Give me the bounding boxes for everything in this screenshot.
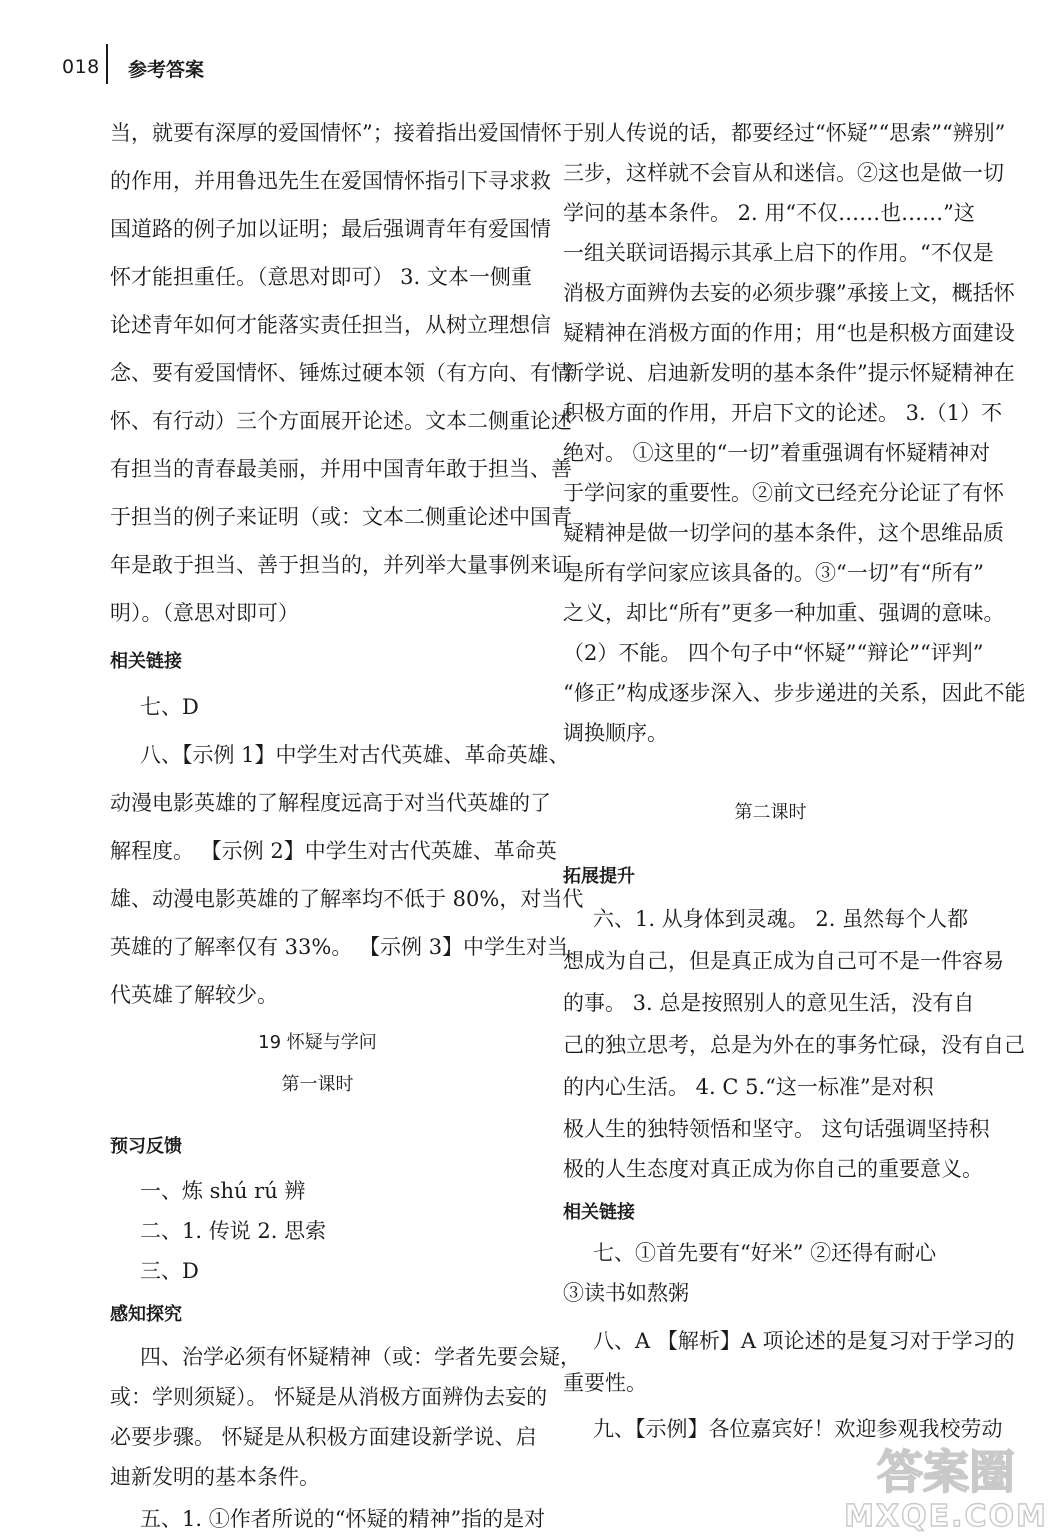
- text-line: 念、要有爱国情怀、锤炼过硬本领（有方向、有情: [110, 361, 572, 385]
- text-line: 迪新发明的基本条件。: [110, 1465, 320, 1489]
- watermark-logo-text: 答案圈: [877, 1445, 1015, 1499]
- text-line: 疑精神是做一切学问的基本条件，这个思维品质: [563, 521, 1004, 545]
- text-line: 之义，却比“所有”更多一种加重、强调的意味。: [563, 601, 1005, 625]
- text-line: 极的人生态度对真正成为你自己的重要意义。: [563, 1157, 983, 1181]
- text-line: 七、D: [140, 695, 199, 719]
- text-line: 消极方面辨伪去妄的必须步骤”承接上文，概括怀: [563, 281, 1015, 305]
- text-line: 明）。（意思对即可）: [110, 601, 299, 625]
- text-line: 二、1. 传说 2. 思索: [140, 1219, 327, 1243]
- section-heading: 拓展提升: [563, 866, 635, 887]
- section-heading: 相关链接: [563, 1202, 635, 1223]
- text-line: 于别人传说的话，都要经过“怀疑”“思索”“辨别”: [563, 121, 1006, 145]
- text-line: 怀、有行动）三个方面展开论述。文本二侧重论述: [110, 409, 572, 433]
- text-line: 必要步骤。 怀疑是从积极方面建设新学说、启: [110, 1425, 537, 1449]
- period-title: 第二课时: [734, 802, 807, 823]
- header-divider: [106, 44, 108, 84]
- section-heading: 预习反馈: [110, 1136, 182, 1157]
- text-line: 国道路的例子加以证明；最后强调青年有爱国情: [110, 217, 551, 241]
- text-line: 有担当的青春最美丽，并用中国青年敢于担当、善: [110, 457, 572, 481]
- section-heading: 相关链接: [110, 651, 182, 672]
- text-line: 新学说、启迪新发明的基本条件”提示怀疑精神在: [563, 361, 1015, 385]
- text-line: 调换顺序。: [563, 721, 668, 745]
- text-line: 六、1. 从身体到灵魂。 2. 虽然每个人都: [593, 907, 969, 931]
- watermark-logo: [828, 1440, 1058, 1532]
- text-line: 一、炼 shú rú 辨: [140, 1179, 306, 1203]
- text-line: 疑精神在消极方面的作用；用“也是积极方面建设: [563, 321, 1015, 345]
- text-line: 怀才能担重任。（意思对即可） 3. 文本一侧重: [110, 265, 532, 289]
- text-line: 三步，这样就不会盲从和迷信。②这也是做一切: [563, 161, 1004, 185]
- text-line: 绝对。 ①这里的“一切”着重强调有怀疑精神对: [563, 441, 991, 465]
- page-number: 018: [62, 56, 100, 78]
- text-line: 重要性。: [563, 1371, 647, 1395]
- text-line: 英雄的了解率仅有 33%。 【示例 3】中学生对当: [110, 935, 569, 959]
- lesson-title: 19 怀疑与学问: [258, 1032, 377, 1053]
- text-line: 积极方面的作用，开启下文的论述。 3.（1）不: [563, 401, 1003, 425]
- header-title: 参考答案: [128, 59, 205, 81]
- text-line: 于担当的例子来证明（或：文本二侧重论述中国青: [110, 505, 572, 529]
- text-line: 一组关联词语揭示其承上启下的作用。“不仅是: [563, 241, 994, 265]
- period-title: 第一课时: [281, 1074, 354, 1095]
- text-line: 代英雄了解较少。: [110, 983, 278, 1007]
- text-line: 五、1. ①作者所说的“怀疑的精神”指的是对: [140, 1507, 546, 1531]
- text-line: 极人生的独特领悟和坚守。 这句话强调坚持积: [563, 1117, 990, 1141]
- text-line: “修正”构成逐步深入、步步递进的关系，因此不能: [563, 681, 1026, 705]
- text-line: 学问的基本条件。 2. 用“不仅……也……”这: [563, 201, 975, 225]
- text-line: 想成为自己，但是真正成为自己可不是一件容易: [563, 949, 1004, 973]
- text-line: 论述青年如何才能落实责任担当，从树立理想信: [110, 313, 551, 337]
- text-line: 雄、动漫电影英雄的了解率均不低于 80%，对当代: [110, 887, 584, 911]
- text-line: 的内心生活。 4. C 5.“这一标准”是对积: [563, 1075, 934, 1099]
- text-line: 七、①首先要有“好米” ②还得有耐心: [593, 1241, 937, 1265]
- text-line: 四、治学必须有怀疑精神（或：学者先要会疑，: [140, 1345, 581, 1369]
- section-heading: 感知探究: [110, 1304, 182, 1325]
- text-line: （2）不能。 四个句子中“怀疑”“辩论”“评判”: [563, 641, 984, 665]
- text-line: 八、【示例 1】中学生对古代英雄、革命英雄、: [140, 743, 570, 767]
- text-line: 动漫电影英雄的了解程度远高于对当代英雄的了: [110, 791, 551, 815]
- text-line: 八、A 【解析】A 项论述的是复习对于学习的: [593, 1329, 1015, 1353]
- text-line: 解程度。 【示例 2】中学生对古代英雄、革命英: [110, 839, 557, 863]
- text-line: 于学问家的重要性。②前文已经充分论证了有怀: [563, 481, 1004, 505]
- text-line: 九、【示例】各位嘉宾好！欢迎参观我校劳动: [593, 1417, 1003, 1441]
- watermark-url: MXQE.COM: [844, 1499, 1048, 1532]
- text-line: 三、D: [140, 1259, 199, 1283]
- text-line: 或：学则须疑）。 怀疑是从消极方面辨伪去妄的: [110, 1385, 548, 1409]
- text-line: 年是敢于担当、善于担当的，并列举大量事例来证: [110, 553, 572, 577]
- text-line: ③读书如熬粥: [563, 1281, 689, 1305]
- text-line: 是所有学问家应该具备的。③“一切”有“所有”: [563, 561, 984, 585]
- text-line: 己的独立思考，总是为外在的事务忙碌，没有自己: [563, 1033, 1025, 1057]
- text-line: 的作用，并用鲁迅先生在爱国情怀指引下寻求救: [110, 169, 551, 193]
- text-line: 当，就要有深厚的爱国情怀”；接着指出爱国情怀: [110, 121, 562, 145]
- text-line: 的事。 3. 总是按照别人的意见生活，没有自: [563, 991, 975, 1015]
